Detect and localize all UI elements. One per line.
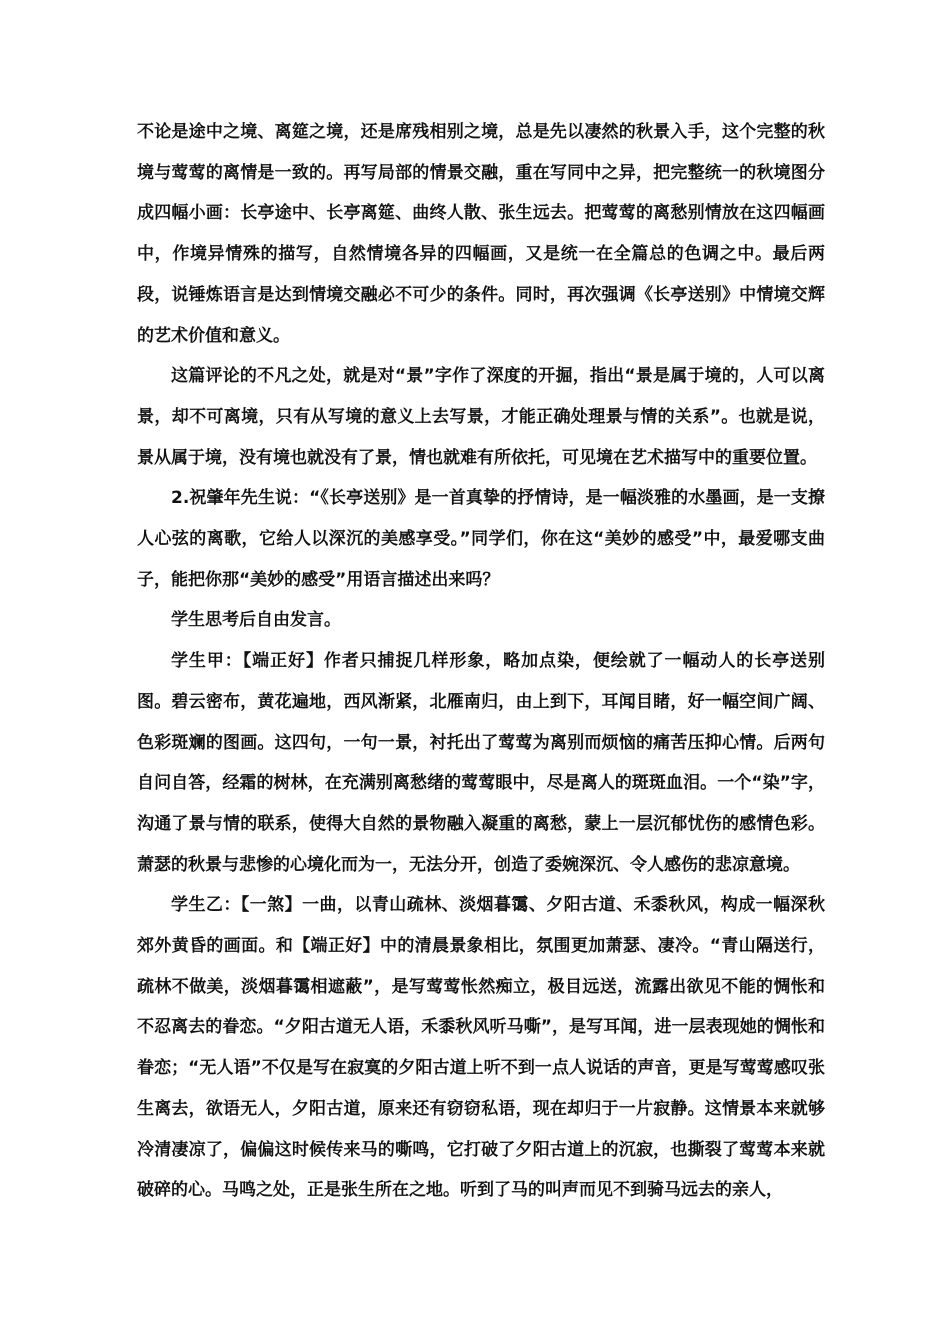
paragraph-2: 这篇评论的不凡之处，就是对“景”字作了深度的开掘，指出“景是属于境的，人可以离景，却不可离境，只有从写境的意义上去写景，才能正确处理景与情的关系”。也就是说，景从属于境，没有境也就没有了景，情也就难有所依托，可见境在艺术描写中的重要位置。 <box>137 366 825 468</box>
paragraph-4: 学生思考后自由发言。 <box>171 610 341 631</box>
paragraph-6-student-b: 学生乙：【一煞】一曲，以青山疏林、淡烟暮霭、夕阳古道、禾黍秋风，构成一幅深秋郊外黄昏的画面。和【端正好】中的清晨景象相比，氛围更加萧瑟、凄冷。“青山隔送行，疏林不做美，淡烟暮霭相遮蔽”，是写莺莺怅然痴立，极目远送，流露出欲见不能的惆怅和不忍离去的眷恋。“夕阳古道无人语，禾黍秋风听马嘶”，是写耳闻，进一层表现她的惆怅和眷恋；“无人语”不仅是写在寂寞的夕阳古道上听不到一点人说话的声音，更是写莺莺感叹张生离去，欲语无人，夕阳古道，原来还有窃窃私语，现在却归于一片寂静。这情景本来就够冷清凄凉了，偏偏这时候传来马的嘶鸣，它打破了夕阳古道上的沉寂，也撕裂了莺莺本来就破碎的心。马鸣之处，正是张生所在之地。听到了马的叫声而见不到骑马远去的亲人， <box>137 895 825 1201</box>
paragraph-3-question: 2.祝肇年先生说：“《长亭送别》是一首真挚的抒情诗，是一幅淡雅的水墨画，是一支撩人心弦的离歌，它给人以深沉的美感享受。”同学们，你在这“美妙的感受”中，最爱哪支曲子，能把你那“美妙的感受”用语言描述出来吗？ <box>137 488 825 590</box>
paragraph-5-student-a: 学生甲：【端正好】作者只捕捉几样形象，略加点染，便绘就了一幅动人的长亭送别图。碧云密布，黄花遍地，西风渐紧，北雁南归，由上到下，耳闻目睹，好一幅空间广阔、色彩斑斓的图画。这四句，一句一景，衬托出了莺莺为离别而烦恼的痛苦压抑心情。后两句自问自答，经霜的树林，在充满别离愁绪的莺莺眼中，尽是离人的斑斑血泪。一个“染”字，沟通了景与情的联系，使得大自然的景物融入凝重的离愁，蒙上一层沉郁忧伤的感情色彩。萧瑟的秋景与悲惨的心境化而为一，无法分开，创造了委婉深沉、令人感伤的悲凉意境。 <box>137 651 825 875</box>
paragraph-1: 不论是途中之境、离筵之境，还是席残相别之境，总是先以凄然的秋景入手，这个完整的秋境与莺莺的离情是一致的。再写局部的情景交融，重在写同中之异，把完整统一的秋境图分成四幅小画：长亭途中、长亭离筵、曲终人散、张生远去。把莺莺的离愁别情放在这四幅画中，作境异情殊的描写，自然情境各异的四幅画，又是统一在全篇总的色调之中。最后两段，说锤炼语言是达到情境交融必不可少的条件。同时，再次强调《长亭送别》中情境交辉的艺术价值和意义。 <box>137 122 825 346</box>
document-body <box>137 112 825 1211</box>
